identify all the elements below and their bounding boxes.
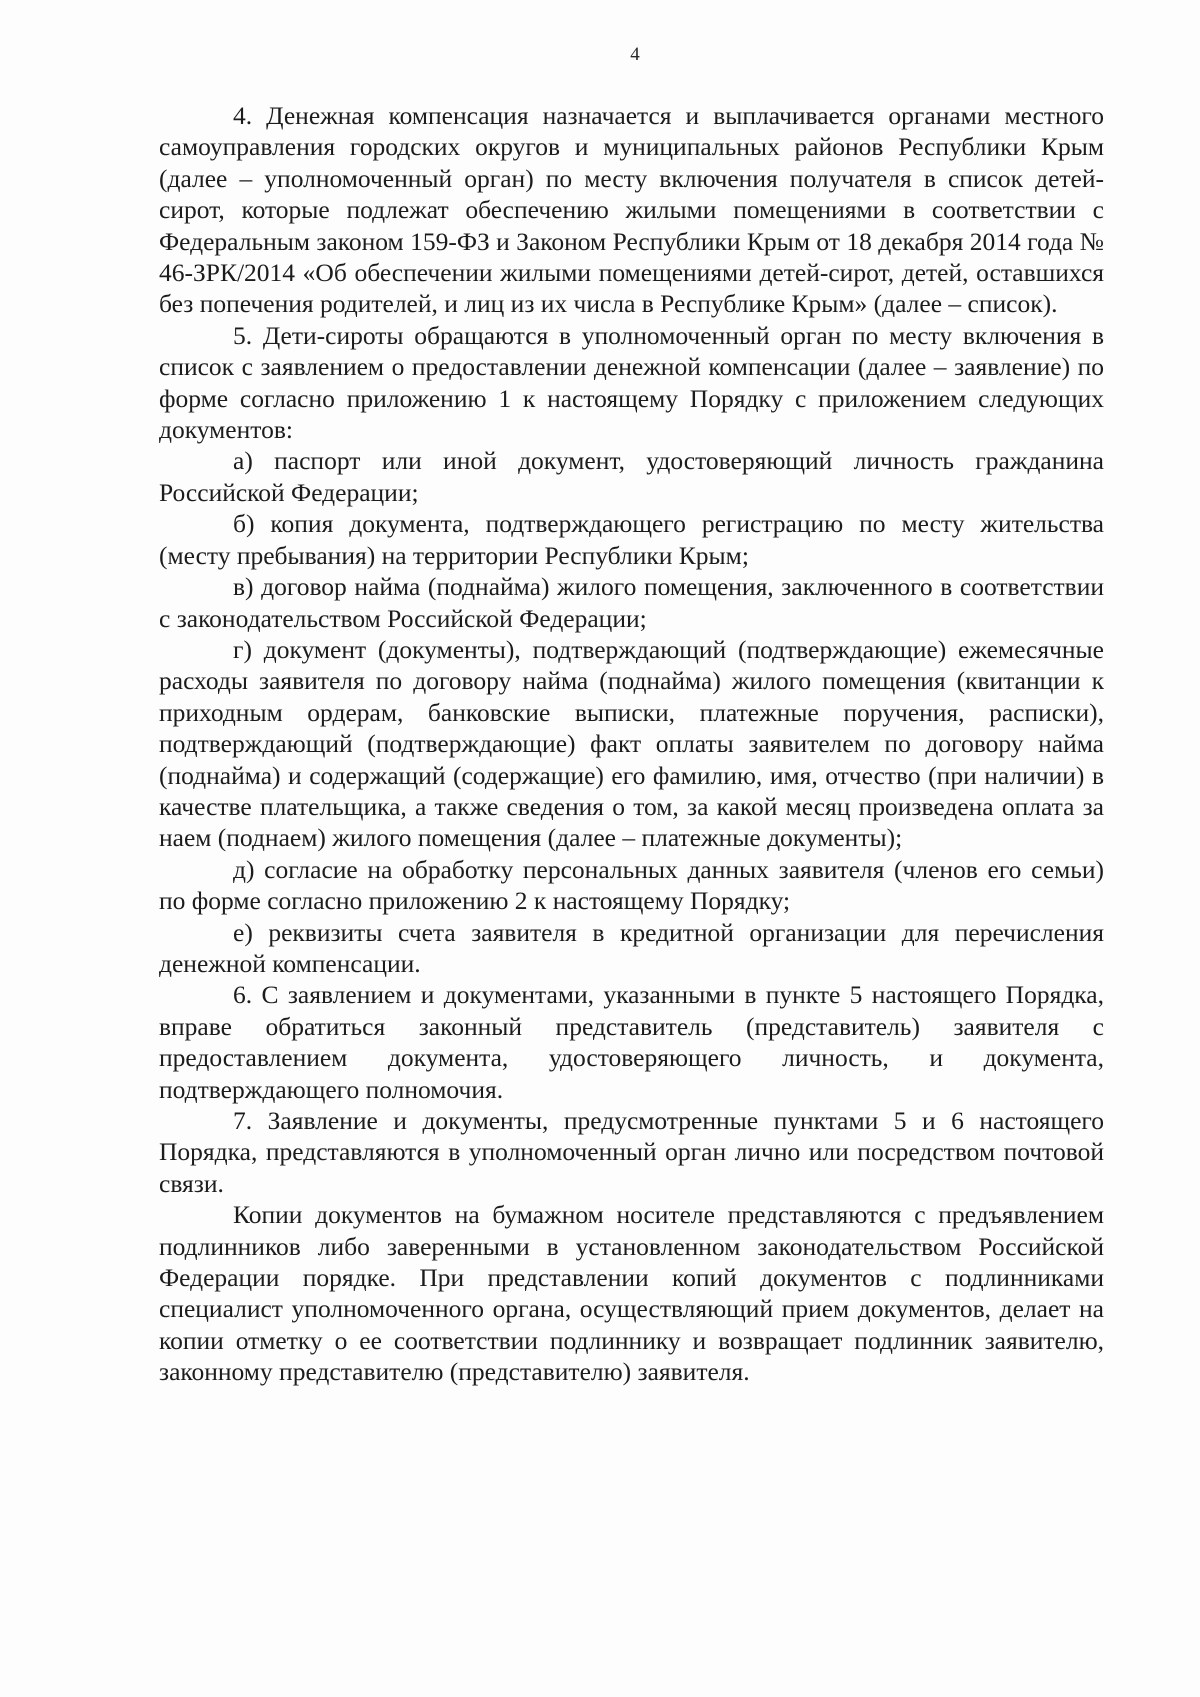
paragraph-5g: г) документ (документы), подтверждающий (подтверждающие) ежемесячные расходы заявителя по договору найма (поднайма) жилого помещения (квитанции к приходным ордерам, банковские выписки, платежные поручения, расписки), подтверждающий (подтверждающие) факт оплаты заявителем по договору найма (поднайма) и содержащий (содержащие) его фамилию, имя, отчество (при наличии) в качестве плательщика, а также сведения о том, за какой месяц произведена оплата за наем (поднаем) жилого помещения (далее – платежные документы);: [159, 634, 1104, 853]
paragraph-5a: а) паспорт или иной документ, удостоверяющий личность гражданина Российской Федерации;: [159, 446, 1104, 507]
paragraph-5v: в) договор найма (поднайма) жилого помещения, заключенного в соответствии с законодательством Российской Федерации;: [159, 572, 1104, 633]
page-number: 4: [630, 44, 640, 65]
paragraph-6: 6. С заявлением и документами, указанными в пункте 5 настоящего Порядка, вправе обратиться законный представитель (представитель) заявителя с предоставлением документа, удостоверяющего личность, и документа, подтверждающего полномочия.: [159, 980, 1104, 1104]
paragraph-4: 4. Денежная компенсация назначается и выплачивается органами местного самоуправления городских округов и муниципальных районов Республики Крым (далее – уполномоченный орган) по месту включения получателя в список детей-сирот, которые подлежат обеспечению жилыми помещениями в соответствии с Федеральным законом 159-ФЗ и Законом Республики Крым от 18 декабря 2014 года № 46-ЗРК/2014 «Об обеспечении жилыми помещениями детей-сирот, детей, оставшихся без попечения родителей, и лиц из их числа в Республике Крым» (далее – список).: [159, 101, 1104, 319]
paragraph-5d: д) согласие на обработку персональных данных заявителя (членов его семьи) по форме согласно приложению 2 к настоящему Порядку;: [159, 854, 1104, 916]
paragraph-5e: е) реквизиты счета заявителя в кредитной организации для перечисления денежной компенсации.: [159, 917, 1104, 978]
paragraph-7: 7. Заявление и документы, предусмотренные пунктами 5 и 6 настоящего Порядка, представляются в уполномоченный орган лично или посредством почтовой связи.: [159, 1106, 1104, 1198]
paragraph-5: 5. Дети-сироты обращаются в уполномоченный орган по месту включения в список с заявлением о предоставлении денежной компенсации (далее – заявление) по форме согласно приложению 1 к настоящему Порядку с приложением следующих документов:: [159, 320, 1104, 445]
paragraph-5b: б) копия документа, подтверждающего регистрацию по месту жительства (месту пребывания) на территории Республики Крым;: [159, 509, 1104, 570]
document-body: [159, 100, 1104, 1388]
paragraph-7-copies: Копии документов на бумажном носителе представляются с предъявлением подлинников либо заверенными в установленном законодательством Российской Федерации порядке. При представлении копий документов с подлинниками специалист уполномоченного органа, осуществляющий прием документов, делает на копии отметку о ее соответствии подлиннику и возвращает подлинник заявителю, законному представителю (представителю) заявителя.: [159, 1200, 1104, 1387]
